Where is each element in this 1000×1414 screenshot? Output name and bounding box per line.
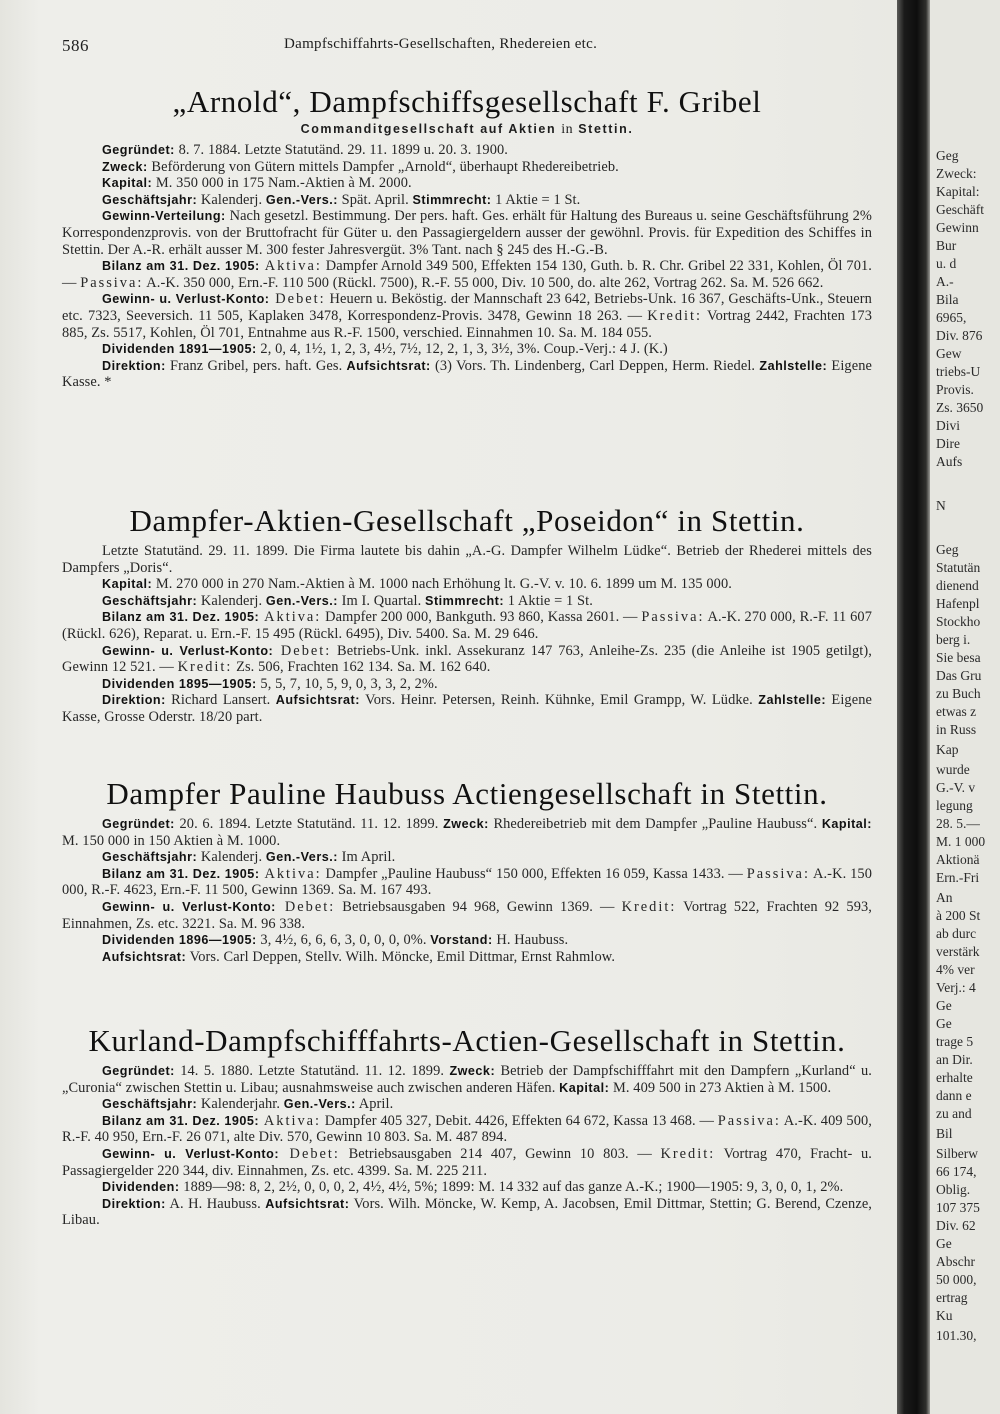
adjacent-page-fragment	[930, 0, 1000, 1414]
adjacent-page-text: Ge	[936, 1016, 952, 1031]
field-text: Heuern u. Beköstig. der Mannschaft 23 642, Betriebs-Unk. 16 367, Geschäfts-Unk., Steuern etc. 7323, Seeversich. 11 505, Kaplaken 3478, Korrespondenz-Provis. 3478, Gewinn 18 263. —	[62, 291, 872, 324]
spaced-term: Passiva:	[746, 865, 810, 882]
field-text: Vors. Wilh. Möncke, W. Kemp, A. Jacobsen, Emil Dittmar, Stettin; G. Berend, Czenze, Libau.	[62, 1195, 873, 1229]
entry-paragraph	[62, 1063, 872, 1096]
adjacent-page-text: in Russ	[936, 722, 977, 737]
adjacent-page-text: an Dir.	[936, 1052, 973, 1067]
field-text: 1889—98: 8, 2, 2½, 0, 0, 0, 2, 4½, 4½, 5%; 1899: M. 14 332 auf das ganze A.-K.; 1900—1905: 9, 3, 0, 0, 1, 2%.	[179, 1179, 844, 1196]
adjacent-page-text: Gewinn	[936, 220, 979, 235]
field-text: April.	[355, 1096, 394, 1113]
field-text: M. 350 000 in 175 Nam.-Aktien à M. 2000.	[152, 175, 412, 192]
entry-paragraph	[62, 899, 872, 932]
adjacent-page-text: wurde	[936, 762, 970, 777]
field-text: A.-K. 270 000, R.-F. 11 607 (Rückl. 626), Reparat. u. Ern.-F. 15 495 (Rückl. 6495), Div. 5400. Sa. M. 29 646.	[62, 609, 873, 642]
adjacent-page-text: erhalte	[936, 1070, 973, 1085]
field-label: Geschäftsjahr:	[102, 850, 198, 865]
adjacent-page-text: ab durc	[936, 926, 977, 941]
field-text: 5, 5, 7, 10, 5, 9, 0, 3, 3, 2, 2%.	[256, 675, 438, 692]
field-text: Vortrag 470, Fracht- u. Passagiergelder 220 344, div. Einnahmen, Zs. etc. 4399. Sa. M. 225 211.	[62, 1145, 872, 1179]
field-label: Kapital:	[559, 1080, 610, 1095]
field-text: A.-K. 409 500, R.-F. 40 950, Ern.-F. 26 071, alte Div. 570, Gewinn 10 803. Sa. M. 487 894.	[62, 1112, 872, 1146]
field-label: Bilanz am 31. Dez. 1905:	[102, 610, 260, 625]
field-label: Aufsichtsrat:	[102, 949, 187, 964]
adjacent-page-text: zu Buch	[936, 686, 981, 701]
company-entry-pauline-haubuss	[62, 776, 872, 965]
field-text: 20. 6. 1894. Letzte Statutänd. 11. 12. 1899.	[174, 816, 444, 832]
adjacent-page-text: dann e	[936, 1088, 972, 1103]
entry-title: Dampfer-Aktien-Gesellschaft „Poseidon“ in Stettin.	[129, 503, 805, 538]
field-label: Geschäftsjahr:	[102, 593, 198, 608]
field-text: A. H. Haubuss.	[165, 1195, 266, 1212]
field-text: Betriebs-Unk. inkl. Assekuranz 147 763, Anleihe-Zs. 235 (die Anleihe ist 1905 getilgt), Gewinn 12 521. —	[62, 642, 872, 676]
spaced-term: Debet:	[273, 642, 332, 659]
field-text: Kalenderjahr.	[197, 1096, 284, 1113]
adjacent-page-text: Divi	[936, 418, 961, 433]
adjacent-page-text: Bila	[936, 292, 959, 307]
field-label: Vorstand:	[430, 933, 493, 948]
entry-paragraph	[62, 1146, 872, 1179]
field-text: Kalenderj.	[197, 849, 266, 866]
entry-body	[62, 543, 872, 726]
field-text: M. 409 500 in 273 Aktien à M. 1500.	[609, 1079, 832, 1096]
entry-paragraph	[62, 142, 872, 159]
spaced-term: Aktiva:	[259, 1112, 322, 1129]
field-text: Eigene Kasse, Grosse Oderstr. 18/20 part.	[62, 692, 872, 725]
field-label: Gewinn- u. Verlust-Konto:	[102, 899, 276, 914]
adjacent-page-text: triebs-U	[936, 364, 981, 379]
field-text: Vortrag 2442, Frachten 173 885, Zs. 5517, Kohlen, Öl 701, Entnahme aus R.-F. 1500, verschied. Einnahmen 10. Sa. M. 184 055.	[62, 307, 872, 341]
field-text: Betriebsausgaben 214 407, Gewinn 10 803. —	[339, 1145, 661, 1162]
field-text: Dampfer Arnold 349 500, Effekten 154 130, Guth. b. R. Chr. Gribel 22 331, Kohlen, Öl 701. —	[62, 258, 872, 291]
field-label: Gen.-Vers.:	[265, 850, 338, 865]
spaced-term: Debet:	[275, 898, 336, 915]
field-text: Betriebsausgaben 94 968, Gewinn 1369. —	[335, 898, 622, 915]
adjacent-page-text: Statutän	[936, 560, 981, 575]
spaced-term: Aktiva:	[259, 609, 322, 626]
field-label: Stimmrecht:	[412, 192, 492, 207]
field-label: Gegründet:	[102, 1064, 175, 1078]
field-label: Zahlstelle:	[759, 358, 828, 373]
field-label: Direktion:	[102, 358, 166, 373]
field-text: Dampfer „Pauline Haubuss“ 150 000, Effekten 16 059, Kassa 1433. —	[321, 865, 747, 882]
entry-paragraph	[62, 192, 872, 209]
field-text: Kalenderj.	[197, 191, 266, 208]
field-label: Kapital:	[821, 817, 872, 831]
entry-paragraph	[62, 1196, 872, 1229]
adjacent-page-text: M. 1 000	[936, 834, 986, 849]
field-label: Dividenden 1896—1905:	[102, 933, 257, 948]
field-text: 1 Aktie = 1 St.	[491, 191, 581, 208]
adjacent-page-text: Geschäft	[936, 202, 984, 217]
field-text: Rhedereibetrieb mit dem Dampfer „Pauline Haubuss“.	[488, 816, 822, 832]
spaced-term: Kredit:	[621, 898, 677, 915]
adjacent-page-text: à 200 St	[936, 908, 981, 923]
adjacent-page-text: Sie besa	[936, 650, 981, 665]
company-entry-arnold	[62, 84, 872, 391]
adjacent-page-text: Das Gru	[936, 668, 982, 683]
entry-paragraph	[62, 1096, 872, 1113]
field-label: Gen.-Vers.:	[265, 192, 338, 207]
field-label: Aufsichtsrat:	[265, 1196, 350, 1211]
entry-title: Kurland-Dampfschifffahrts-Actien-Gesellschaft in Stettin.	[88, 1023, 846, 1058]
adjacent-page-text: Dire	[936, 436, 960, 451]
entry-paragraph	[62, 816, 872, 849]
adjacent-page-text: Aktionä	[936, 852, 980, 867]
entry-body	[62, 142, 872, 391]
field-label: Gewinn- u. Verlust-Konto:	[102, 1146, 280, 1161]
entry-paragraph	[62, 692, 872, 725]
field-text: Spät. April.	[337, 191, 413, 208]
field-text: 3, 4½, 6, 6, 6, 3, 0, 0, 0, 0%.	[256, 932, 431, 949]
entry-paragraph	[62, 208, 872, 258]
adjacent-page-text: legung	[936, 798, 973, 813]
field-text: Eigene Kasse. *	[62, 357, 872, 391]
entry-paragraph	[62, 159, 872, 176]
adjacent-page-text: Gew	[936, 346, 962, 361]
field-text: 14. 5. 1880. Letzte Statutänd. 11. 12. 1899.	[174, 1063, 450, 1079]
adjacent-page-text: 28. 5.—	[936, 816, 980, 831]
spaced-term: Kredit:	[647, 307, 703, 324]
entry-paragraph	[62, 676, 872, 693]
field-label: Dividenden 1891—1905:	[102, 342, 257, 357]
spaced-term: Aktiva:	[259, 865, 322, 882]
field-text: Vortrag 522, Frachten 92 593, Einnahmen, Zs. etc. 3221. Sa. M. 96 338.	[62, 898, 872, 932]
field-text: M. 150 000 in 150 Aktien à M. 1000.	[62, 832, 281, 849]
field-label: Geschäftsjahr:	[102, 1097, 198, 1112]
field-label: Bilanz am 31. Dez. 1905:	[102, 259, 260, 274]
adjacent-page-text: zu and	[936, 1106, 972, 1121]
field-text: 8. 7. 1884. Letzte Statutänd. 29. 11. 1899 u. 20. 3. 1900.	[174, 142, 508, 158]
spaced-term: Kredit:	[177, 659, 233, 676]
adjacent-page-text: G.-V. v	[936, 780, 976, 795]
adjacent-page-text: Silberw	[936, 1146, 978, 1161]
adjacent-page-text: 50 000,	[936, 1272, 977, 1287]
entry-body	[62, 816, 872, 965]
adjacent-page-text: 4% ver	[936, 962, 975, 977]
entry-paragraph	[62, 949, 872, 966]
field-label: Gen.-Vers.:	[283, 1097, 356, 1112]
field-text: Richard Lansert.	[165, 692, 276, 709]
field-label: Bilanz am 31. Dez. 1905:	[102, 866, 260, 881]
entry-paragraph	[62, 1113, 872, 1146]
adjacent-page-text: verstärk	[936, 944, 980, 959]
field-label: Direktion:	[102, 1196, 166, 1211]
field-text: 1 Aktie = 1 St.	[504, 592, 593, 609]
entry-paragraph	[62, 175, 872, 192]
field-label: Gegründet:	[102, 817, 175, 831]
adjacent-page-text: Zs. 3650	[936, 400, 984, 415]
book-gutter	[897, 0, 930, 1414]
adjacent-page-text: Div. 62	[936, 1218, 976, 1233]
running-title: Dampfschiffahrts-Gesellschaften, Rhedereien etc.	[284, 36, 598, 52]
field-label: Bilanz am 31. Dez. 1905:	[102, 1113, 260, 1128]
field-text: A.-K. 150 000, R.-F. 4623, Ern.-F. 11 500, Gewinn 1369. Sa. M. 167 493.	[62, 865, 873, 899]
spaced-term: Passiva:	[80, 274, 144, 291]
field-text: Kalenderj.	[197, 592, 266, 609]
entry-paragraph	[62, 609, 872, 642]
adjacent-page-text: Ge	[936, 1236, 952, 1251]
adjacent-page-text: Ku	[936, 1308, 953, 1323]
entry-paragraph	[62, 258, 872, 291]
field-label: Zahlstelle:	[758, 693, 827, 708]
field-label: Zweck:	[102, 159, 148, 174]
adjacent-page-text: etwas z	[936, 704, 977, 719]
entry-body	[62, 1063, 872, 1229]
adjacent-page-text: Stockho	[936, 614, 981, 629]
adjacent-page-text: Bil	[936, 1126, 953, 1141]
field-text: Letzte Statutänd. 29. 11. 1899. Die Firma lautete bis dahin „A.-G. Dampfer Wilhelm Lüdke“. Betrieb der Rhederei mittels des Dampfers „Doris“.	[62, 543, 872, 576]
spaced-term: Aktiva:	[259, 258, 322, 275]
field-text: M. 270 000 in 270 Nam.-Aktien à M. 1000 nach Erhöhung lt. G.-V. v. 10. 6. 1899 um M. 135 000.	[152, 576, 732, 593]
adjacent-page-text: Abschr	[936, 1254, 975, 1269]
entry-title: Dampfer Pauline Haubuss Actiengesellschaft in Stettin.	[106, 776, 828, 811]
field-label: Zweck:	[449, 1064, 496, 1078]
field-label: Aufsichtsrat:	[275, 693, 360, 708]
spaced-term: Passiva:	[641, 609, 705, 626]
adjacent-page-text: ertrag	[936, 1290, 968, 1305]
page-number: 586	[62, 36, 89, 55]
adjacent-page-text: Ge	[936, 998, 952, 1013]
adjacent-page-text: Aufs	[936, 454, 963, 469]
entry-title: „Arnold“, Dampfschiffsgesellschaft F. Gribel	[172, 84, 762, 119]
field-text: Franz Gribel, pers. haft. Ges.	[165, 357, 347, 374]
field-label: Gewinn- u. Verlust-Konto:	[102, 643, 274, 658]
field-text: Dampfer 405 327, Debit. 4426, Effekten 64 672, Kassa 13 468. —	[321, 1112, 718, 1129]
company-entry-poseidon	[62, 503, 872, 726]
field-text: Nach gesetzl. Bestimmung. Der pers. haft. Ges. erhält für Haltung des Bureaus u. seine Geschäftsführung 2% Korrespondenzprovis. von der Bruttofracht für Güter u. den Passagiergeldern ausser der gewöhnl. Provis. für Expedition des Schiffes in Stettin. Der A.-R. erhält ausser M. 300 fester Jahresvergüt. 3% Tant. nach § 245 des H.-G.-B.	[62, 208, 872, 258]
entry-subtitle	[62, 122, 872, 138]
adjacent-page-text: Hafenpl	[936, 596, 980, 611]
field-label: Dividenden 1895—1905:	[102, 676, 257, 691]
entry-paragraph	[62, 866, 872, 899]
company-entry-kurland	[62, 1023, 872, 1229]
field-text: (3) Vors. Th. Lindenberg, Carl Deppen, Herm. Riedel.	[430, 357, 760, 374]
field-label: Gewinn- u. Verlust-Konto:	[102, 292, 270, 307]
entry-paragraph	[62, 932, 872, 949]
field-label: Stimmrecht:	[425, 593, 505, 608]
field-text: Betrieb der Dampfschifffahrt mit den Dampfern „Kurland“ u. „Curonia“ zwischen Stettin u. Libau; ausnahmsweise auch zwischen anderen Häfen.	[62, 1063, 873, 1096]
field-label: Gewinn-Verteilung:	[102, 209, 226, 224]
field-label: Kapital:	[102, 176, 153, 191]
adjacent-page-text: Kapital:	[936, 184, 980, 199]
entry-paragraph	[62, 643, 872, 676]
entry-paragraph	[62, 358, 872, 391]
adjacent-page-text: Bur	[936, 238, 957, 253]
adjacent-page-text: trage 5	[936, 1034, 974, 1049]
adjacent-page-text: berg i.	[936, 632, 971, 647]
adjacent-page-text: Oblig.	[936, 1182, 971, 1197]
adjacent-page-text: 101.30,	[936, 1328, 977, 1343]
subtitle-location: Stettin.	[578, 122, 634, 136]
field-label: Geschäftsjahr:	[102, 192, 198, 207]
adjacent-page-text: u. d	[936, 256, 957, 271]
adjacent-page-text: A.-	[936, 274, 954, 289]
adjacent-page-text: Geg	[936, 148, 959, 163]
spaced-term: Passiva:	[717, 1112, 781, 1129]
adjacent-page-text: dienend	[936, 578, 979, 593]
field-label: Gegründet:	[102, 143, 175, 157]
spaced-term: Kredit:	[660, 1145, 716, 1162]
field-text: Dampfer 200 000, Bankguth. 93 860, Kassa 2601. —	[321, 609, 642, 626]
field-label: Direktion:	[102, 693, 166, 708]
adjacent-page-text: Geg	[936, 542, 959, 557]
adjacent-page-text: Kap	[936, 742, 959, 757]
field-text: Im I. Quartal.	[337, 592, 426, 609]
adjacent-page-text: Verj.: 4	[936, 980, 976, 995]
field-text: Zs. 506, Frachten 162 134. Sa. M. 162 640.	[232, 659, 491, 676]
subtitle-company-form: Commanditgesellschaft auf Aktien	[300, 122, 557, 136]
adjacent-page-text: Provis.	[936, 382, 974, 397]
adjacent-page-text: 66 174,	[936, 1164, 977, 1179]
adjacent-page-text: Ern.-Fri	[936, 870, 980, 885]
field-text: H. Haubuss.	[492, 932, 569, 949]
field-text: 2, 0, 4, 1½, 1, 2, 3, 4½, 7½, 12, 2, 1, 3, 3½, 3%. Coup.-Verj.: 4 J. (K.)	[256, 341, 668, 358]
subtitle-in: in	[561, 122, 574, 137]
field-text: A.-K. 350 000, Ern.-F. 110 500 (Rückl. 7500), R.-F. 55 000, Div. 10 500, do. alte 262, Vortrag 262. Sa. M. 526 662.	[143, 274, 824, 291]
field-label: Zweck:	[443, 817, 489, 831]
entry-paragraph	[62, 593, 872, 610]
entry-paragraph	[62, 576, 872, 593]
field-text: Vors. Heinr. Petersen, Reinh. Kühnke, Emil Grampp, W. Lüdke.	[359, 692, 759, 709]
field-label: Gen.-Vers.:	[265, 593, 338, 608]
field-label: Aufsichtsrat:	[346, 358, 431, 373]
adjacent-page-text: Zweck:	[936, 166, 977, 181]
field-text: Beförderung von Gütern mittels Dampfer „Arnold“, überhaupt Rhedereibetrieb.	[147, 158, 619, 175]
adjacent-page-text: Div. 876	[936, 328, 983, 343]
adjacent-page-text: 6965,	[936, 310, 967, 325]
entry-paragraph	[62, 543, 872, 576]
entry-paragraph	[62, 291, 872, 341]
spaced-term: Debet:	[279, 1145, 340, 1162]
adjacent-page-text: An	[936, 890, 953, 905]
field-text: Vors. Carl Deppen, Stellv. Wilh. Möncke, Emil Dittmar, Ernst Rahmlow.	[186, 948, 616, 965]
adjacent-page-text: 107 375	[936, 1200, 980, 1215]
entry-paragraph	[62, 1179, 872, 1196]
field-label: Dividenden:	[102, 1180, 180, 1195]
field-label: Kapital:	[102, 577, 153, 592]
field-text: Im April.	[337, 849, 396, 866]
entry-paragraph	[62, 849, 872, 866]
adjacent-page-text: N	[936, 498, 946, 513]
entry-paragraph	[62, 341, 872, 358]
spaced-term: Debet:	[269, 291, 326, 308]
